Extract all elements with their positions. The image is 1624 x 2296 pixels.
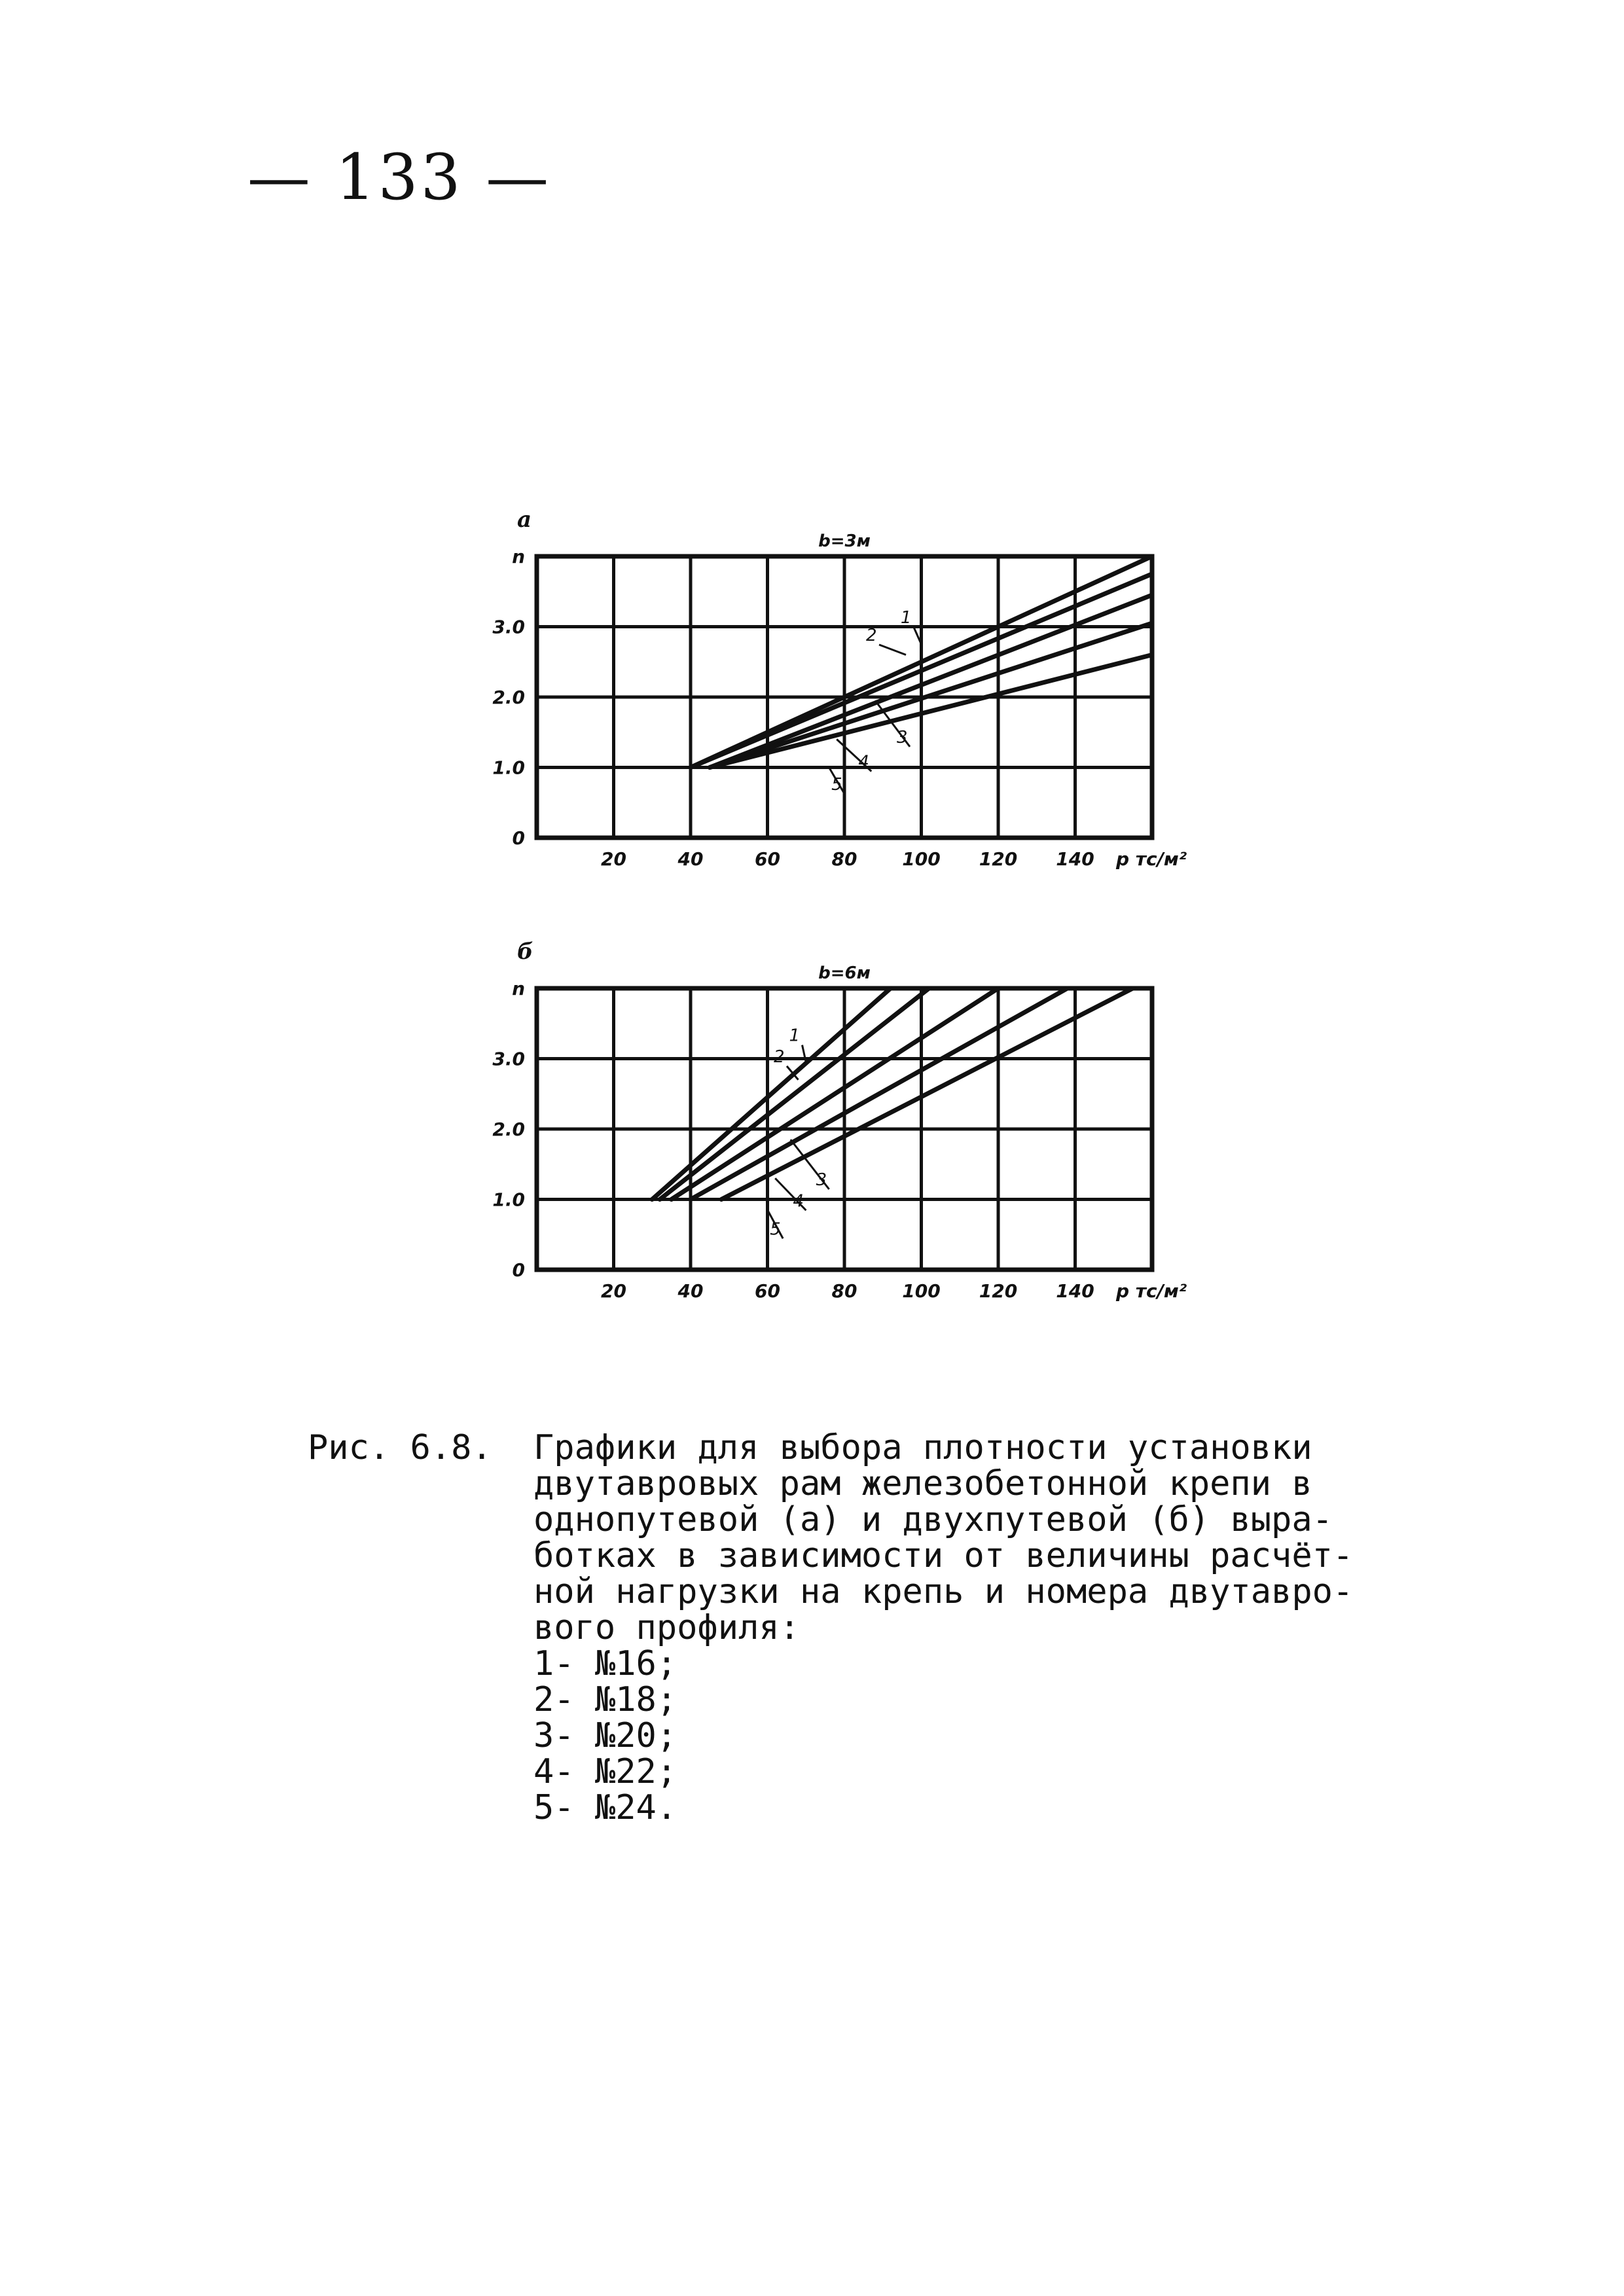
series-label-4: 4 [793,1191,804,1211]
caption-line: двутавровых рам железобетонной крепи в [533,1464,1312,1503]
series-line-2 [660,988,929,1200]
series-label-1: 1 [789,1026,801,1046]
series-leader-2 [879,645,906,655]
caption-label: Рис. 6.8. [308,1428,492,1467]
x-tick-label: 120 [979,848,1018,870]
x-tick-label: 140 [1056,1280,1094,1302]
panel-label: б [517,939,533,965]
caption-line: ботках в зависимости от величины расчёт- [533,1536,1354,1575]
page-number: — 133 — [247,141,552,214]
x-tick-label: 100 [902,1280,941,1302]
caption-legend-item: 2- №18; [533,1680,677,1719]
series-label-4: 4 [858,752,869,772]
caption-legend-item: 3- №20; [533,1716,677,1755]
panel-label: а [517,507,532,533]
x-tick-label: 40 [677,1280,704,1302]
series-label-5: 5 [770,1219,781,1240]
caption-line: ной нагрузки на крепь и номера двутавро- [533,1572,1354,1611]
x-tick-label: 20 [601,1280,626,1302]
series-line-4 [710,623,1152,767]
series-line-3 [672,988,998,1200]
x-tick-label: 140 [1056,848,1094,870]
caption-legend-item: 5- №24. [533,1788,677,1827]
series-label-1: 1 [900,608,912,628]
x-tick-label: 40 [677,848,704,870]
y-tick-label: 1.0 [492,757,525,779]
x-axis-label: p тс/м² [1116,848,1187,870]
x-tick-label: 60 [755,1280,780,1302]
x-tick-label: 80 [831,1280,857,1302]
x-tick-label: 60 [755,848,780,870]
y-tick-label: 0 [512,1259,525,1281]
series-line-5 [710,655,1152,768]
series-label-3: 3 [816,1170,827,1190]
y-tick-label: 3.0 [492,616,525,638]
x-tick-label: 20 [601,848,626,870]
caption-legend-item: 4- №22; [533,1752,677,1791]
y-tick-label: 3.0 [492,1048,525,1070]
chart-a [471,497,1191,903]
chart-title: b=3м [818,531,871,551]
caption-legend-item: 1- №16; [533,1644,677,1683]
y-tick-label: 0 [512,827,525,849]
y-tick-label: n [512,978,525,999]
series-line-5 [721,988,1133,1200]
caption-line: однопутевой (а) и двухпутевой (б) выра- [533,1500,1333,1539]
series-line-3 [710,595,1152,767]
chart-title: b=6м [818,963,871,983]
x-axis-label: p тс/м² [1116,1280,1187,1302]
x-tick-label: 100 [902,848,941,870]
series-line-1 [652,988,890,1200]
series-label-5: 5 [831,774,842,795]
y-tick-label: 2.0 [492,1119,525,1140]
x-tick-label: 80 [831,848,857,870]
chart-b [471,929,1191,1335]
caption-line: вого профиля: [533,1608,800,1647]
series-line-4 [691,988,1068,1200]
y-tick-label: n [512,546,525,567]
y-tick-label: 1.0 [492,1189,525,1211]
x-tick-label: 120 [979,1280,1018,1302]
series-label-2: 2 [866,626,877,645]
caption-line: Графики для выбора плотности установки [533,1428,1312,1467]
caption-body [533,1430,1384,1826]
series-label-3: 3 [897,727,908,747]
series-label-2: 2 [774,1047,785,1067]
y-tick-label: 2.0 [492,687,525,708]
